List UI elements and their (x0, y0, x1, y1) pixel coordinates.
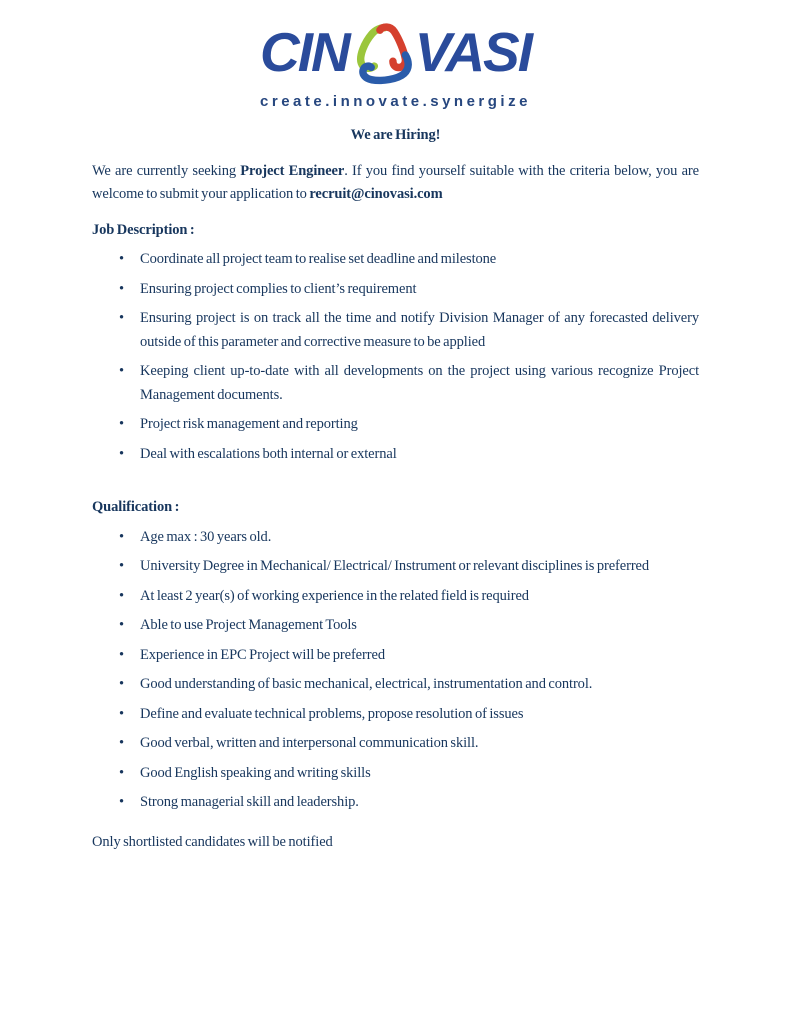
bullet-item: • Ensuring project is on track all the time and notify Division Manager of any forecasted delivery outside of this parameter and corrective measure to be applied (92, 307, 699, 354)
cinovasi-swirl-icon (352, 23, 414, 87)
footer-note: Only shortlisted candidates will be notified (92, 833, 333, 850)
role-name: Project Engineer (240, 162, 345, 179)
bullet-item: • Good understanding of basic mechanical, electrical, instrumentation and control. (92, 673, 699, 697)
qualification-heading: Qualification : (92, 499, 180, 515)
bullet-item: • Able to use Project Management Tools (92, 614, 699, 638)
qualification-list (92, 526, 699, 815)
bullet-item: • Keeping client up-to-date with all developments on the project using various recognize Project Management documents. (92, 360, 699, 407)
bullet-item: • University Degree in Mechanical/ Electrical/ Instrument or relevant disciplines is preferred (92, 555, 699, 579)
bullet-item: • Good verbal, written and interpersonal communication skill. (92, 732, 699, 756)
logo-tagline: create.innovate.synergize (260, 93, 531, 110)
job-description-heading: Job Description : (92, 221, 195, 238)
bullet-item: • Project risk management and reporting (92, 413, 699, 437)
bullet-item: • Age max : 30 years old. (92, 526, 699, 550)
hiring-heading: We are Hiring! (350, 127, 441, 143)
intro-text-1: We are currently seeking (92, 162, 241, 179)
bullet-item: • Good English speaking and writing skills (92, 762, 699, 786)
cinovasi-logo (92, 12, 699, 110)
intro-paragraph (92, 160, 699, 207)
logo-text-left: CIN (259, 20, 349, 83)
job-description-list (92, 248, 699, 466)
intro-text-2: . If you find yourself suitable with the criteria below, you are welcome to submit your application to (92, 162, 699, 202)
logo-text-right: VASI (414, 20, 532, 83)
bullet-item: • At least 2 year(s) of working experience in the related field is required (92, 585, 699, 609)
bullet-item: • Coordinate all project team to realise set deadline and milestone (92, 248, 699, 272)
bullet-item: • Experience in EPC Project will be preferred (92, 644, 699, 668)
bullet-item: • Strong managerial skill and leadership. (92, 791, 699, 815)
bullet-item: • Deal with escalations both internal or external (92, 443, 699, 467)
logo-wordmark (92, 12, 699, 92)
bullet-item: • Define and evaluate technical problems, propose resolution of issues (92, 703, 699, 727)
email-address: recruit@cinovasi.com (309, 186, 443, 202)
bullet-item: • Ensuring project complies to client’s requirement (92, 278, 699, 302)
